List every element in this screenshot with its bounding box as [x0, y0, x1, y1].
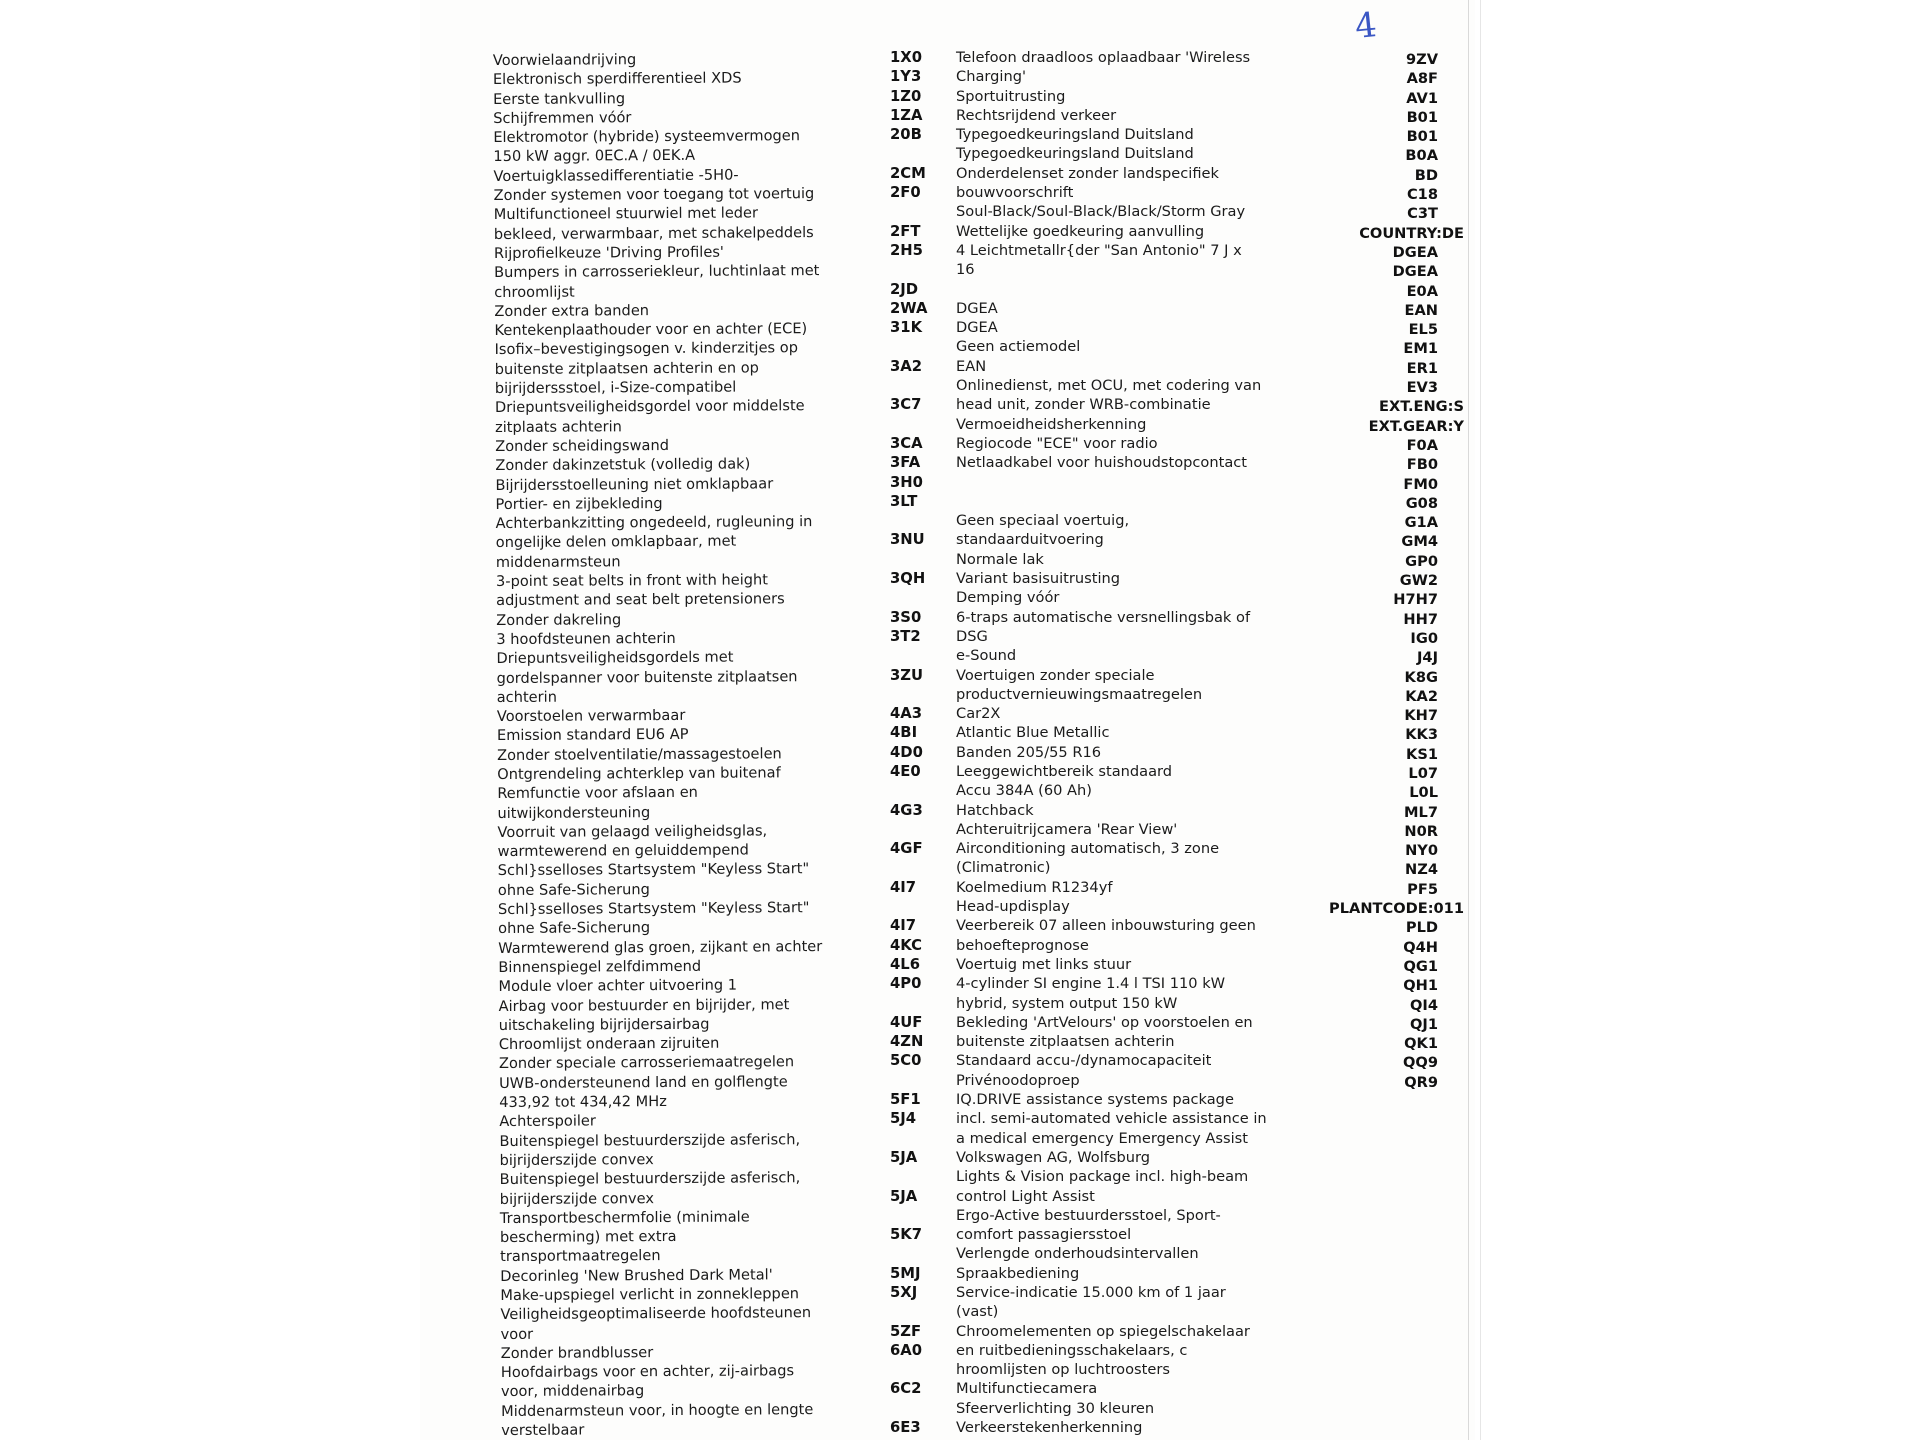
option-description: Service-indicatie 15.000 km of 1 jaar — [956, 1284, 1226, 1301]
description-line: transportmaatregelen — [500, 1247, 661, 1266]
option-description: Airconditioning automatisch, 3 zone — [956, 840, 1220, 858]
description-line: bijrijderszijde convex — [499, 1151, 654, 1169]
description-line: uitwijkondersteuning — [497, 803, 651, 822]
option-description: Standaard accu-/dynamocapaciteit — [956, 1052, 1212, 1070]
option-code: 1Y3 — [890, 68, 922, 86]
code-line: FB0 — [1406, 456, 1438, 474]
option-description: Voertuig met links stuur — [956, 955, 1132, 973]
option-description: Chroomelementen op spiegelschakelaar — [956, 1322, 1250, 1340]
code-line: EV3 — [1406, 379, 1438, 397]
option-description: head unit, zonder WRB-combinatie — [956, 396, 1211, 414]
description-line: Chroomlijst onderaan zijruiten — [498, 1034, 720, 1054]
option-description: Lights & Vision package incl. high-beam — [956, 1168, 1249, 1186]
option-description: buitenste zitplaatsen achterin — [956, 1033, 1175, 1051]
option-row — [890, 1187, 1310, 1206]
option-code: 3T2 — [890, 627, 921, 645]
equipment-description-column — [493, 49, 839, 1440]
code-line: EXT.ENG:S — [1378, 398, 1464, 416]
description-line: voor, middenairbag — [500, 1382, 645, 1401]
option-code: 5ZF — [890, 1322, 922, 1340]
option-description: hroomlijsten op luchtroosters — [956, 1361, 1170, 1379]
option-code: 5XJ — [890, 1284, 918, 1301]
option-code: 3A2 — [890, 357, 923, 375]
option-code: 4I7 — [890, 917, 917, 935]
option-description: Vermoeidheidsherkenning — [956, 415, 1147, 433]
option-description: Typegoedkeuringsland Duitsland — [956, 145, 1194, 163]
code-line: PLANTCODE:011 — [1329, 900, 1464, 918]
code-line: B0A — [1405, 147, 1438, 165]
option-row — [890, 1341, 1310, 1360]
code-line: B01 — [1406, 108, 1438, 126]
description-line: gordelspanner voor buitenste zitplaatsen — [496, 667, 798, 687]
description-line: bekleed, verwarmbaar, met schakelpeddels — [493, 223, 814, 243]
description-line: Eerste tankvulling — [493, 89, 626, 108]
option-description: Telefoon draadloos oplaadbaar 'Wireless — [956, 49, 1251, 66]
description-line: Buitenspiegel bestuurderszijde asferisch, — [499, 1169, 801, 1189]
description-line: achterin — [496, 688, 557, 706]
option-code: 5MJ — [890, 1264, 921, 1282]
description-line: Isofix–bevestigingsogen v. kinderzitjes op — [494, 339, 799, 359]
description-line: Zonder brandblusser — [500, 1343, 654, 1362]
option-row — [890, 1148, 1310, 1167]
option-description: Regiocode "ECE" voor radio — [956, 434, 1158, 452]
description-line: chroomlijst — [494, 283, 575, 301]
option-code: 5K7 — [890, 1226, 923, 1244]
option-description: Hatchback — [956, 801, 1034, 819]
option-code: 3QH — [890, 570, 926, 588]
code-line: IG0 — [1410, 629, 1438, 647]
option-code: 4P0 — [890, 975, 922, 993]
option-code: 4BI — [890, 724, 918, 742]
code-line: BD — [1414, 166, 1438, 184]
description-line: Decorinleg 'New Brushed Dark Metal' — [500, 1266, 773, 1285]
code-line: K8G — [1404, 668, 1438, 686]
option-description: Sfeerverlichting 30 kleuren — [956, 1399, 1155, 1417]
description-line: 433,92 tot 434,42 MHz — [499, 1093, 667, 1112]
option-code: 2JD — [890, 280, 919, 298]
code-line: KH7 — [1404, 707, 1438, 725]
option-description: Variant basisuitrusting — [956, 570, 1121, 588]
code-line: AV1 — [1406, 89, 1438, 107]
option-row — [890, 1109, 1310, 1128]
code-line: L07 — [1408, 764, 1438, 782]
option-code: 2F0 — [890, 184, 921, 202]
code-line: QJ1 — [1410, 1015, 1438, 1033]
description-line: Kentekenplaathouder voor en achter (ECE) — [494, 320, 808, 340]
description-line: Achterbankzitting ongedeeld, rugleuning in — [495, 513, 813, 533]
option-description: 6-traps automatische versnellingsbak of — [956, 608, 1251, 626]
code-line: COUNTRY:DE — [1359, 224, 1464, 242]
code-line: QG1 — [1403, 957, 1438, 975]
code-line: N0R — [1404, 822, 1438, 840]
description-line: Zonder stoelventilatie/massagestoelen — [497, 744, 782, 764]
option-description: Charging' — [956, 68, 1026, 86]
option-description: Voertuigen zonder speciale — [956, 666, 1155, 684]
code-line: NZ4 — [1405, 861, 1438, 879]
code-line: B01 — [1406, 128, 1438, 146]
description-line: ohne Safe-Sicherung — [497, 880, 650, 899]
description-line: zitplaats achterin — [495, 417, 622, 436]
code-line: QI4 — [1410, 996, 1438, 1014]
option-description: (Climatronic) — [956, 859, 1051, 877]
option-description: Onlinedienst, met OCU, met codering van — [956, 377, 1262, 395]
description-line: Zonder dakinzetstuk (volledig dak) — [495, 455, 751, 475]
option-description: Spraakbediening — [956, 1264, 1080, 1282]
option-row — [890, 1283, 1310, 1302]
option-code: 6A0 — [890, 1341, 923, 1359]
option-description: Koelmedium R1234yf — [956, 878, 1113, 896]
description-line: Veiligheidsgeoptimaliseerde hoofdsteunen — [500, 1304, 812, 1324]
code-line: QH1 — [1403, 977, 1438, 995]
option-row — [890, 1090, 1310, 1109]
option-description: productvernieuwingsmaatregelen — [956, 685, 1203, 703]
option-description: Wettelijke goedkeuring aanvulling — [956, 222, 1205, 240]
option-code: 4G3 — [890, 801, 923, 819]
option-row — [890, 1129, 1310, 1148]
option-description: Normale lak — [956, 550, 1044, 568]
description-line: adjustment and seat belt pretensioners — [496, 590, 785, 610]
option-description: Verlengde onderhoudsintervallen — [956, 1245, 1199, 1263]
description-line: Voertuigklassedifferentiatie -5H0- — [493, 166, 739, 185]
description-line: warmtewerend en geluiddempend — [497, 841, 749, 861]
option-code: 5F1 — [890, 1091, 921, 1109]
option-description: 4 Leichtmetallr{der "San Antonio" 7 J x — [956, 241, 1242, 259]
description-line: Rijprofielkeuze 'Driving Profiles' — [493, 243, 724, 263]
code-line: GW2 — [1399, 572, 1438, 590]
description-line: Hoofdairbags voor en achter, zij-airbags — [500, 1362, 795, 1382]
option-code: 4L6 — [890, 955, 921, 973]
description-line: Make-upspiegel verlicht in zonnekleppen — [500, 1285, 800, 1305]
code-line: QQ9 — [1403, 1054, 1438, 1072]
option-description: DGEA — [956, 319, 998, 337]
code-line: EAN — [1404, 301, 1438, 319]
option-description: Geen speciaal voertuig, — [956, 512, 1130, 530]
option-description: Netlaadkabel voor huishoudstopcontact — [956, 454, 1248, 472]
option-description: comfort passagiersstoel — [956, 1226, 1132, 1244]
code-line: GP0 — [1405, 552, 1438, 570]
option-row — [890, 1225, 1310, 1244]
option-code: 4I7 — [890, 878, 917, 896]
option-code: 3LT — [890, 492, 918, 510]
code-line: QK1 — [1404, 1035, 1438, 1053]
description-line: Remfunctie voor afslaan en — [497, 784, 698, 803]
description-line: Module vloer achter uitvoering 1 — [498, 976, 738, 996]
code-line: F0A — [1406, 436, 1438, 454]
option-description: Multifunctiecamera — [956, 1380, 1098, 1398]
option-row — [890, 1418, 1310, 1437]
option-code: 3C7 — [890, 396, 922, 414]
option-description: Privénoodoproep — [956, 1071, 1080, 1089]
option-code: 1Z0 — [890, 87, 922, 105]
option-code: 4E0 — [890, 762, 921, 780]
description-line: uitschakeling bijrijdersairbag — [498, 1015, 710, 1034]
option-description: Geen actiemodel — [956, 338, 1081, 356]
option-description: EAN — [956, 357, 987, 375]
option-code: 5J4 — [890, 1110, 917, 1128]
option-code: 5JA — [890, 1187, 918, 1205]
option-code: 3CA — [890, 434, 923, 452]
option-description: DSG — [956, 627, 988, 645]
option-row — [890, 1244, 1310, 1263]
description-line: middenarmsteun — [495, 552, 621, 571]
option-description: Head-updisplay — [956, 898, 1070, 916]
description-line: Binnenspiegel zelfdimmend — [498, 957, 702, 976]
option-description: Veerbereik 07 alleen inbouwsturing geen — [956, 917, 1256, 935]
option-code: 4GF — [890, 840, 923, 858]
option-code: 4KC — [890, 936, 922, 954]
description-line: Driepuntsveiligheidsgordels met — [496, 648, 734, 668]
option-code: 31K — [890, 319, 923, 337]
description-line: Middenarmsteun voor, in hoogte en lengte — [501, 1400, 814, 1420]
description-line: bescherming) met extra — [499, 1228, 677, 1247]
code-line: HH7 — [1403, 610, 1438, 628]
code-line: DGEA — [1392, 263, 1438, 281]
option-description: Rechtsrijdend verkeer — [956, 106, 1117, 124]
description-line: Zonder extra banden — [494, 301, 650, 320]
code-line: DGEA — [1392, 243, 1438, 261]
description-line: Bumpers in carrosseriekleur, luchtinlaat met — [494, 262, 820, 282]
option-code: 1X0 — [890, 49, 922, 66]
option-code: 2FT — [890, 222, 921, 240]
option-code: 4ZN — [890, 1033, 924, 1051]
option-description: Verkeerstekenherkenning — [956, 1419, 1143, 1437]
description-line: Elektronisch sperdifferentieel XDS — [492, 69, 742, 89]
description-line: Zonder systemen voor toegang tot voertuig — [493, 185, 815, 205]
description-line: Elektromotor (hybride) systeemvermogen — [493, 127, 801, 147]
description-line: bijrijderssstoel, i-Size-compatibel — [494, 378, 737, 398]
description-line: ongelijke delen omklapbaar, met — [495, 532, 737, 552]
code-line: E0A — [1406, 282, 1438, 300]
option-description: incl. semi-automated vehicle assistance in — [956, 1110, 1267, 1128]
option-description: hybrid, system output 150 kW — [956, 994, 1178, 1012]
description-line: Airbag voor bestuurder en bijrijder, met — [498, 995, 790, 1015]
option-row — [890, 1302, 1310, 1321]
option-row — [890, 1264, 1310, 1283]
option-row — [890, 1206, 1310, 1225]
code-line: EXT.GEAR:Y — [1368, 417, 1464, 435]
code-line: EL5 — [1408, 321, 1438, 339]
description-line: Zonder dakreling — [496, 610, 622, 629]
option-code: 6E3 — [890, 1419, 921, 1437]
option-description: 16 — [956, 261, 975, 279]
option-description: Car2X — [956, 705, 1001, 723]
code-line: PF5 — [1407, 880, 1438, 898]
option-description: Volkswagen AG, Wolfsburg — [956, 1148, 1151, 1166]
option-code: 4A3 — [890, 705, 923, 723]
option-code: 2CM — [890, 164, 926, 182]
code-line: KA2 — [1405, 687, 1438, 705]
option-code: 20B — [890, 126, 922, 144]
option-description: bouwvoorschrift — [956, 184, 1074, 202]
option-description: standaarduitvoering — [956, 531, 1104, 549]
option-description: Ergo-Active bestuurdersstoel, Sport- — [956, 1206, 1221, 1224]
option-description: 4-cylinder SI engine 1.4 l TSI 110 kW — [956, 975, 1226, 993]
option-code: 3NU — [890, 531, 925, 549]
option-description: e-Sound — [956, 647, 1017, 665]
option-description: IQ.DRIVE assistance systems package — [956, 1091, 1234, 1109]
code-line: A8F — [1406, 70, 1438, 88]
code-line: QR9 — [1404, 1073, 1438, 1091]
option-code: 6C2 — [890, 1380, 922, 1398]
option-row — [890, 1167, 1310, 1186]
code-line: FM0 — [1403, 475, 1438, 493]
description-line: Schl}sselloses Startsystem "Keyless Start" — [497, 860, 810, 880]
option-code: 4D0 — [890, 743, 923, 761]
option-row — [890, 1379, 1310, 1398]
option-code-column — [1240, 50, 1470, 1092]
description-line: Emission standard EU6 AP — [496, 726, 689, 745]
option-code: 3H0 — [890, 473, 923, 491]
code-line: KK3 — [1405, 726, 1438, 744]
option-description: Typegoedkeuringsland Duitsland — [956, 126, 1194, 144]
description-line: Buitenspiegel bestuurderszijde asferisch, — [499, 1130, 801, 1150]
code-line: C18 — [1406, 186, 1438, 204]
option-code: 5JA — [890, 1148, 918, 1166]
description-line: Schijfremmen vóór — [493, 109, 632, 127]
code-line: L0L — [1409, 784, 1438, 802]
option-description: DGEA — [956, 299, 998, 317]
description-line: UWB-ondersteunend land en golflengte — [499, 1072, 788, 1092]
description-line: ohne Safe-Sicherung — [498, 919, 651, 938]
code-line: G1A — [1404, 514, 1438, 532]
option-description: a medical emergency Emergency Assist — [956, 1129, 1248, 1147]
page-right-margin — [1475, 0, 1920, 1440]
code-line: NY0 — [1405, 842, 1438, 860]
option-code: 1ZA — [890, 106, 923, 124]
option-description: Bekleding 'ArtVelours' op voorstoelen en — [956, 1013, 1253, 1031]
description-line: 3-point seat belts in front with height — [495, 571, 769, 591]
description-line: Warmtewerend glas groen, zijkant en achter — [498, 937, 823, 957]
option-row — [890, 1399, 1310, 1418]
code-line: GM4 — [1401, 533, 1438, 551]
description-line: Transportbeschermfolie (minimale — [499, 1208, 750, 1227]
option-code: 5C0 — [890, 1052, 922, 1070]
code-line: C3T — [1407, 205, 1438, 223]
description-line: buitenste zitplaatsen achterin en op — [494, 359, 759, 378]
option-code: 3S0 — [890, 608, 922, 626]
description-line: Ontgrendeling achterklep van buitenaf — [497, 764, 781, 784]
option-code: 2WA — [890, 299, 928, 317]
code-line: J4J — [1416, 649, 1438, 667]
description-line: Bijrijdersstoelleuning niet omklapbaar — [495, 474, 774, 494]
description-line: Zonder scheidingswand — [495, 436, 670, 455]
code-line: KS1 — [1406, 745, 1438, 763]
option-row — [890, 1322, 1310, 1341]
page-edge-rule-secondary — [1480, 0, 1481, 1440]
code-line: G08 — [1405, 494, 1438, 512]
option-description: Sportuitrusting — [956, 87, 1066, 105]
option-description: Soul-Black/Soul-Black/Black/Storm Gray — [956, 203, 1246, 221]
description-line: verstelbaar — [501, 1421, 585, 1440]
description-line: Zonder speciale carrosseriemaatregelen — [498, 1053, 795, 1073]
code-line: H7H7 — [1393, 591, 1438, 609]
code-line: ER1 — [1406, 359, 1438, 377]
code-line: ML7 — [1404, 803, 1438, 821]
description-line: 150 kW aggr. 0EC.A / 0EK.A — [493, 147, 696, 166]
option-description: Achteruitrijcamera 'Rear View' — [956, 820, 1178, 838]
description-line: Portier- en zijbekleding — [495, 494, 663, 513]
code-line: Q4H — [1403, 938, 1438, 956]
option-code: 3ZU — [890, 666, 924, 684]
option-code: 2H5 — [890, 241, 923, 259]
option-description: control Light Assist — [956, 1187, 1095, 1205]
option-description: (vast) — [956, 1303, 999, 1321]
description-line: Achterspoiler — [499, 1112, 596, 1131]
code-line: EM1 — [1403, 340, 1438, 358]
description-line: Driepuntsveiligheidsgordel voor middelste — [494, 397, 805, 417]
option-description: behoefteprognose — [956, 936, 1089, 954]
option-row — [890, 1360, 1310, 1379]
description-line: Schl}sselloses Startsystem "Keyless Start" — [497, 899, 810, 919]
code-line: PLD — [1405, 919, 1438, 937]
description-line: Voorwielaandrijving — [492, 51, 637, 70]
page-left-edge — [0, 0, 420, 1440]
description-line: voor — [500, 1325, 534, 1343]
option-code: 3FA — [890, 454, 921, 472]
description-line: bijrijderszijde convex — [499, 1189, 655, 1208]
description-line: 3 hoofdsteunen achterin — [496, 629, 676, 648]
option-description: en ruitbedieningsschakelaars, c — [956, 1341, 1188, 1359]
handwritten-page-number: 4 — [1352, 4, 1379, 48]
description-line: Voorruit van gelaagd veiligheidsglas, — [497, 822, 768, 841]
description-line: Voorstoelen verwarmbaar — [496, 706, 686, 726]
option-description: Atlantic Blue Metallic — [956, 724, 1110, 742]
option-description: Leeggewichtbereik standaard — [956, 762, 1173, 780]
option-description: Demping vóór — [956, 589, 1060, 607]
option-code: 4UF — [890, 1013, 923, 1031]
description-line: Multifunctioneel stuurwiel met leder — [493, 204, 759, 224]
option-description: Banden 205/55 R16 — [956, 743, 1102, 761]
option-description: Onderdelenset zonder landspecifiek — [956, 164, 1219, 182]
option-description: Accu 384A (60 Ah) — [956, 782, 1092, 800]
code-line: 9ZV — [1405, 51, 1438, 68]
